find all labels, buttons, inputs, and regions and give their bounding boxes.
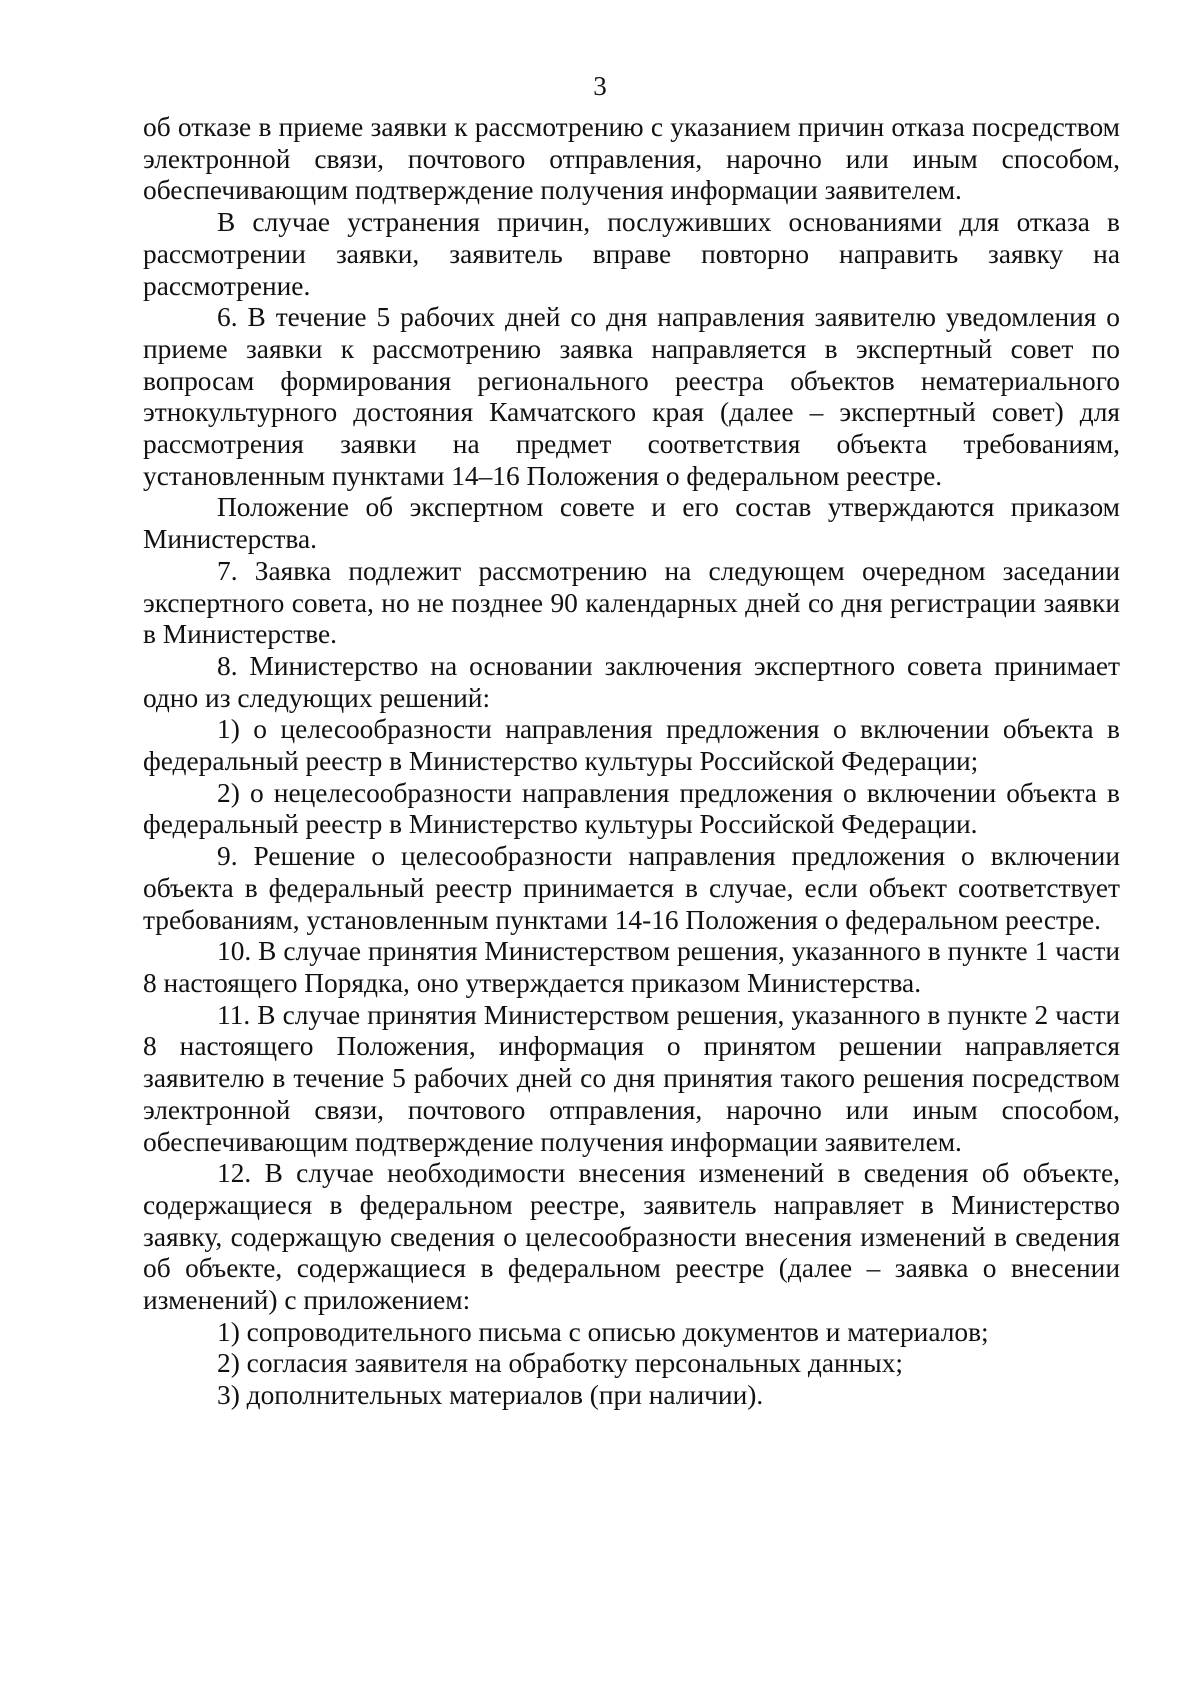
page-number: 3	[593, 71, 607, 101]
paragraph: 1) сопроводительного письма с описью документов и материалов;	[217, 1316, 989, 1347]
paragraph: 2) согласия заявителя на обработку персональных данных;	[217, 1348, 904, 1379]
paragraph: об отказе в приеме заявки к рассмотрению с указанием причин отказа посредством электронной связи, почтового отправления, нарочно или иным способом, обеспечивающим подтверждение получения информации заявителем.	[143, 112, 1120, 206]
document-body	[143, 112, 1120, 1412]
paragraph: 1) о целесообразности направления предложения о включении объекта в федеральный реестр в Министерство культуры Российской Федерации;	[143, 714, 1120, 777]
paragraph: 6. В течение 5 рабочих дней со дня направления заявителю уведомления о приеме заявки к рассмотрению заявка направляется в экспертный совет по вопросам формирования регионального реестра объектов нематериального этнокультурного достояния Камчатского края (далее – экспертный совет) для рассмотрения заявки на предмет соответствия объекта требованиям, установленным пунктами 14–16 Положения о федеральном реестре.	[143, 302, 1120, 491]
paragraph: В случае устранения причин, послуживших основаниями для отказа в рассмотрении заявки, заявитель вправе повторно направить заявку на рассмотрение.	[143, 207, 1120, 301]
paragraph: 8. Министерство на основании заключения экспертного совета принимает одно из следующих решений:	[143, 650, 1120, 713]
paragraph: 10. В случае принятия Министерством решения, указанного в пункте 1 части 8 настоящего Порядка, оно утверждается приказом Министерства.	[143, 936, 1120, 998]
paragraph: 3) дополнительных материалов (при наличии).	[217, 1380, 764, 1411]
paragraph: Положение об экспертном совете и его состав утверждаются приказом Министерства.	[143, 492, 1120, 555]
paragraph: 7. Заявка подлежит рассмотрению на следующем очередном заседании экспертного совета, но не позднее 90 календарных дней со дня регистрации заявки в Министерстве.	[143, 555, 1120, 650]
paragraph: 12. В случае необходимости внесения изменений в сведения об объекте, содержащиеся в федеральном реестре, заявитель направляет в Министерство заявку, содержащую сведения о целесообразности внесения изменений в сведения об объекте, содержащиеся в федеральном реестре (далее – заявка о внесении изменений) с приложением:	[143, 1158, 1120, 1316]
paragraph: 11. В случае принятия Министерством решения, указанного в пункте 2 части 8 настоящего Положения, информация о принятом решении направляется заявителю в течение 5 рабочих дней со дня принятия такого решения посредством электронной связи, почтового отправления, нарочно или иным способом, обеспечивающим подтверждение получения информации заявителем.	[143, 999, 1120, 1157]
paragraph: 9. Решение о целесообразности направления предложения о включении объекта в федеральный реестр принимается в случае, если объект соответствует требованиям, установленным пунктами 14-16 Положения о федеральном реестре.	[143, 841, 1120, 935]
paragraph: 2) о нецелесообразности направления предложения о включении объекта в федеральный реестр в Министерство культуры Российской Федерации.	[143, 777, 1120, 840]
